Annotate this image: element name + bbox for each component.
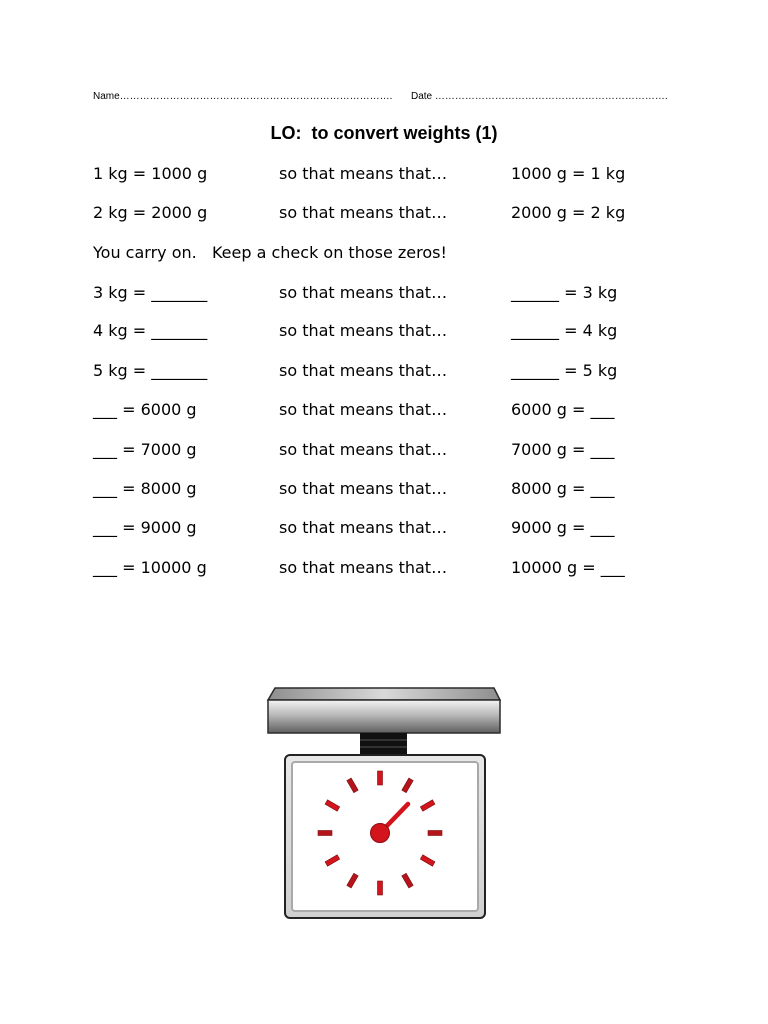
row-connector-text: so that means that… [279,321,448,340]
row-connector-text: so that means that… [279,283,448,302]
row-right-equation: ______ = 4 kg [511,321,618,340]
row-connector-text: so that means that… [279,164,448,183]
conversion-row [0,320,768,342]
dial-center-pin [371,824,390,843]
row-connector-text: so that means that… [279,479,448,498]
scale-neck [360,733,407,757]
row-right-equation: 6000 g = ___ [511,400,615,419]
dial-tick [428,831,442,836]
conversion-row [0,478,768,500]
row-right-equation: 9000 g = ___ [511,518,615,537]
row-connector-text: so that means that… [279,361,448,380]
page-title: LO: to convert weights (1) [270,123,498,143]
conversion-row [0,163,768,185]
row-right-equation: 8000 g = ___ [511,479,615,498]
scale-tray [268,688,500,733]
row-right-equation: ______ = 3 kg [511,283,618,302]
row-connector-text: so that means that… [279,558,448,577]
row-right-equation: 2000 g = 2 kg [511,203,626,222]
row-left-equation: 1 kg = 1000 g [93,164,208,183]
row-left-equation: 4 kg = _______ [93,321,208,340]
conversion-row [0,517,768,539]
row-right-equation: ______ = 5 kg [511,361,618,380]
conversion-row [0,557,768,579]
row-left-equation: ___ = 9000 g [93,518,197,537]
row-left-equation: ___ = 10000 g [93,558,207,577]
dial-tick [378,771,383,785]
conversion-row [0,439,768,461]
conversion-row [0,282,768,304]
row-left-equation: 5 kg = _______ [93,361,208,380]
row-right-equation: 7000 g = ___ [511,440,615,459]
row-left-equation: ___ = 6000 g [93,400,197,419]
weighing-scale-icon [258,680,510,930]
row-right-equation: 1000 g = 1 kg [511,164,626,183]
row-connector-text: so that means that… [279,203,448,222]
date-field-line: Date ……………………………………………………………. [411,91,668,102]
name-field-line: Name………………………………………………………………………. [93,91,393,102]
row-left-equation: ___ = 8000 g [93,479,197,498]
row-left-equation: 3 kg = _______ [93,283,208,302]
conversion-row [0,202,768,224]
dial-tick [318,831,332,836]
row-right-equation: 10000 g = ___ [511,558,625,577]
row-connector-text: so that means that… [279,440,448,459]
row-connector-text: so that means that… [279,400,448,419]
instruction-label: You carry on. Keep a check on those zeros! [93,243,447,262]
row-left-equation: 2 kg = 2000 g [93,203,208,222]
dial-tick [378,881,383,895]
row-left-equation: ___ = 7000 g [93,440,197,459]
conversion-row [0,399,768,421]
conversion-row [0,360,768,382]
row-connector-text: so that means that… [279,518,448,537]
instruction-text [0,242,768,264]
